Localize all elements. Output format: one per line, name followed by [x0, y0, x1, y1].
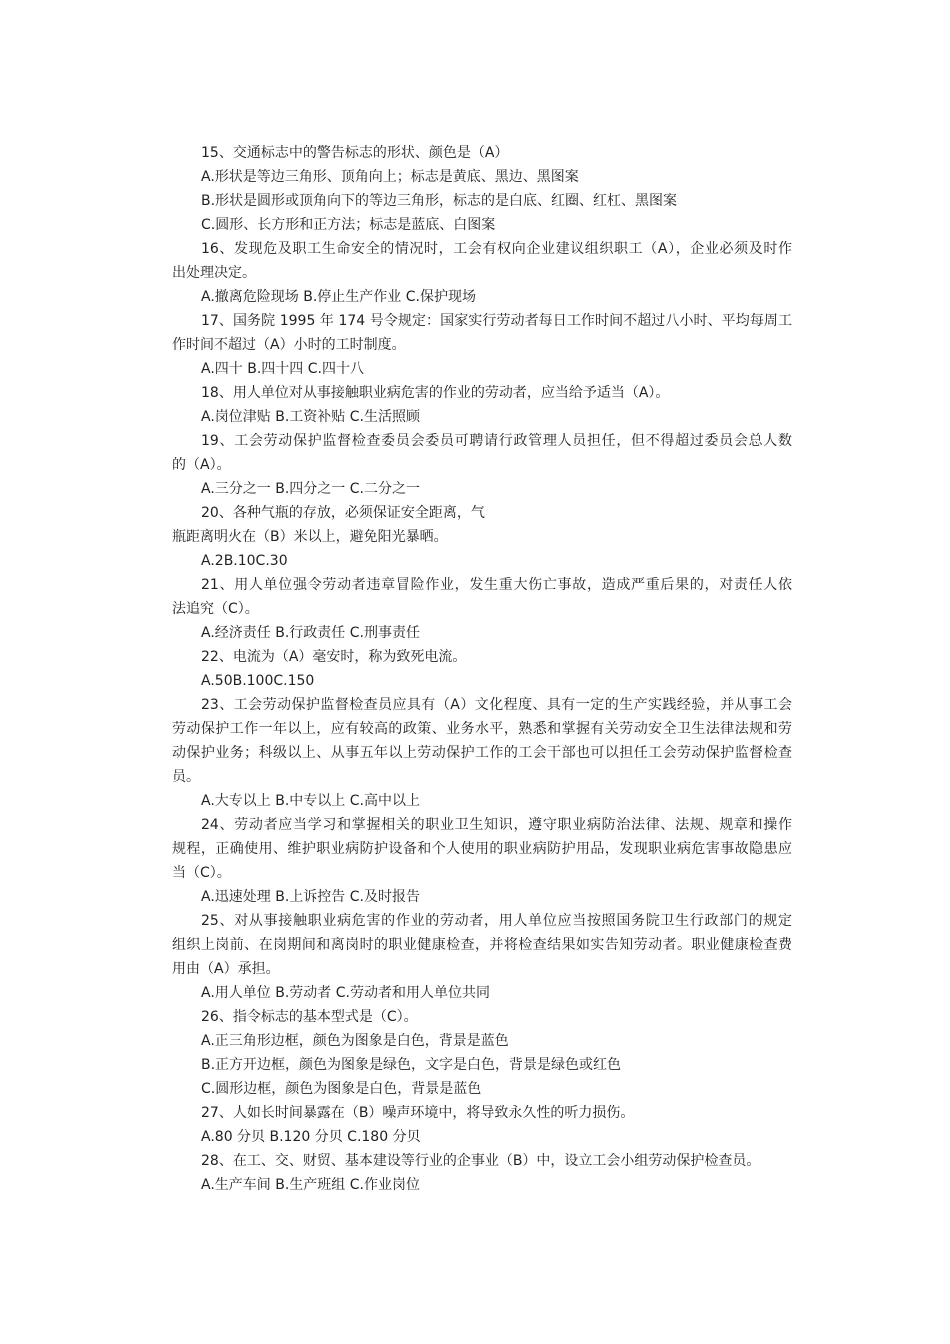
text-line: 动保护业务；科级以上、从事五年以上劳动保护工作的工会干部也可以担任工会劳动保护监督检查 [172, 745, 792, 761]
text-line: 18、用人单位对从事接触职业病危害的作业的劳动者，应当给予适当（A）。 [201, 385, 670, 401]
text-line: 23、工会劳动保护监督检查员应具有（A）文化程度、具有一定的生产实践经验，并从事工会 [201, 697, 792, 713]
text-line: C.圆形边框，颜色为图象是白色，背景是蓝色 [201, 1081, 482, 1097]
text-line: 28、在工、交、财贸、基本建设等行业的企事业（B）中，设立工会小组劳动保护检查员。 [201, 1153, 761, 1169]
text-line: 法追究（C）。 [172, 601, 259, 617]
text-line: A.经济责任 B.行政责任 C.刑事责任 [201, 625, 420, 641]
text-line: B.形状是圆形或顶角向下的等边三角形，标志的是白底、红圈、红杠、黑图案 [201, 193, 678, 209]
text-line: A.50B.100C.150 [201, 673, 315, 689]
text-line: A.形状是等边三角形、顶角向上；标志是黄底、黑边、黑图案 [201, 169, 579, 185]
text-line: B.正方开边框，颜色为图象是绿色，文字是白色，背景是绿色或红色 [201, 1057, 622, 1073]
text-line: 19、工会劳动保护监督检查委员会委员可聘请行政管理人员担任，但不得超过委员会总人数 [201, 433, 792, 449]
text-line: 出处理决定。 [172, 265, 256, 281]
text-line: A.大专以上 B.中专以上 C.高中以上 [201, 793, 420, 809]
text-line: 当（C）。 [172, 865, 231, 881]
text-line: A.正三角形边框，颜色为图象是白色，背景是蓝色 [201, 1033, 509, 1049]
text-line: A.迅速处理 B.上诉控告 C.及时报告 [201, 889, 420, 905]
text-line: C.圆形、长方形和正方法；标志是蓝底、白图案 [201, 217, 496, 233]
text-line: 组织上岗前、在岗期间和离岗时的职业健康检查，并将检查结果如实告知劳动者。职业健康检查费 [172, 937, 792, 953]
text-line: 24、劳动者应当学习和掌握相关的职业卫生知识，遵守职业病防治法律、法规、规章和操作 [201, 817, 792, 833]
text-line: 瓶距离明火在（B）米以上，避免阳光暴晒。 [172, 529, 448, 545]
text-line: 27、人如长时间暴露在（B）噪声环境中，将导致永久性的听力损伤。 [201, 1105, 635, 1121]
text-line: 26、指令标志的基本型式是（C）。 [201, 1009, 418, 1025]
text-line: A.四十 B.四十四 C.四十八 [201, 361, 364, 377]
text-line: 20、各种气瓶的存放，必须保证安全距离，气 [201, 505, 485, 521]
text-line: 劳动保护工作一年以上，应有较高的政策、业务水平，熟悉和掌握有关劳动安全卫生法律法规和劳 [172, 721, 792, 737]
text-line: A.三分之一 B.四分之一 C.二分之一 [201, 481, 420, 497]
text-line: 的（A）。 [172, 457, 231, 473]
document-body [172, 141, 792, 1197]
text-line: 用由（A）承担。 [172, 961, 280, 977]
text-line: 16、发现危及职工生命安全的情况时，工会有权向企业建议组织职工（A），企业必须及时作 [201, 241, 792, 257]
text-line: 员。 [172, 769, 200, 785]
text-line: A.生产车间 B.生产班组 C.作业岗位 [201, 1177, 420, 1193]
text-line: 17、国务院 1995 年 174 号令规定：国家实行劳动者每日工作时间不超过八小时、平均每周工 [201, 313, 792, 329]
text-line: 22、电流为（A）毫安时，称为致死电流。 [201, 649, 467, 665]
text-line: A.撤离危险现场 B.停止生产作业 C.保护现场 [201, 289, 476, 305]
text-line: 规程，正确使用、维护职业病防护设备和个人使用的职业病防护用品，发现职业病危害事故隐患应 [172, 841, 792, 857]
text-line: 15、交通标志中的警告标志的形状、颜色是（A） [201, 145, 509, 161]
text-line: 作时间不超过（A）小时的工时制度。 [172, 337, 406, 353]
text-line: 21、用人单位强令劳动者违章冒险作业，发生重大伤亡事故，造成严重后果的，对责任人依 [201, 577, 792, 593]
text-line: A.用人单位 B.劳动者 C.劳动者和用人单位共同 [201, 985, 490, 1001]
text-line: 25、对从事接触职业病危害的作业的劳动者，用人单位应当按照国务院卫生行政部门的规定 [201, 913, 792, 929]
text-line: A.80 分贝 B.120 分贝 C.180 分贝 [201, 1129, 421, 1145]
text-line: A.2B.10C.30 [201, 553, 288, 569]
text-line: A.岗位津贴 B.工资补贴 C.生活照顾 [201, 409, 420, 425]
